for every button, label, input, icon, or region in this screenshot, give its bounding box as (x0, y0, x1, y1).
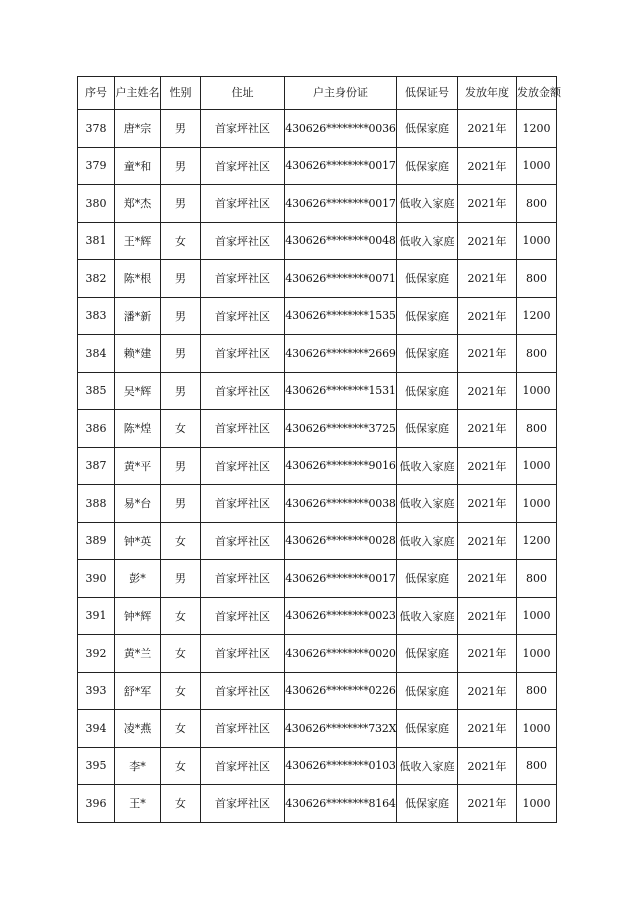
cell-id: 430626********0028 (285, 522, 397, 560)
cell-gender: 女 (161, 785, 201, 823)
table-row (78, 635, 557, 673)
cell-amount: 1200 (517, 522, 557, 560)
cell-cert: 低收入家庭 (397, 447, 458, 485)
cell-name: 李* (115, 747, 161, 785)
header-id: 户主身份证 (285, 77, 397, 110)
cell-amount: 1000 (517, 635, 557, 673)
cell-year: 2021年 (458, 747, 517, 785)
cell-amount: 1200 (517, 297, 557, 335)
cell-gender: 女 (161, 672, 201, 710)
header-address: 住址 (201, 77, 285, 110)
table-row (78, 260, 557, 298)
cell-address: 首家坪社区 (201, 185, 285, 223)
cell-year: 2021年 (458, 785, 517, 823)
cell-year: 2021年 (458, 110, 517, 148)
cell-amount: 800 (517, 560, 557, 598)
cell-cert: 低保家庭 (397, 560, 458, 598)
cell-seq: 389 (78, 522, 115, 560)
cell-cert: 低收入家庭 (397, 597, 458, 635)
table-row (78, 147, 557, 185)
cell-address: 首家坪社区 (201, 560, 285, 598)
cell-amount: 1000 (517, 710, 557, 748)
cell-amount: 1000 (517, 222, 557, 260)
cell-name: 凌*燕 (115, 710, 161, 748)
cell-id: 430626********0071 (285, 260, 397, 298)
table-row (78, 185, 557, 223)
header-name: 户主姓名 (115, 77, 161, 110)
table-row (78, 710, 557, 748)
cell-year: 2021年 (458, 222, 517, 260)
cell-cert: 低保家庭 (397, 410, 458, 448)
cell-name: 易*台 (115, 485, 161, 523)
cell-year: 2021年 (458, 522, 517, 560)
cell-id: 430626********8164 (285, 785, 397, 823)
cell-cert: 低保家庭 (397, 785, 458, 823)
cell-cert: 低保家庭 (397, 335, 458, 373)
cell-cert: 低收入家庭 (397, 747, 458, 785)
cell-cert: 低收入家庭 (397, 222, 458, 260)
cell-name: 潘*新 (115, 297, 161, 335)
table-row (78, 785, 557, 823)
cell-name: 赖*建 (115, 335, 161, 373)
cell-address: 首家坪社区 (201, 335, 285, 373)
table-row (78, 672, 557, 710)
cell-seq: 390 (78, 560, 115, 598)
cell-seq: 382 (78, 260, 115, 298)
cell-seq: 391 (78, 597, 115, 635)
cell-year: 2021年 (458, 372, 517, 410)
cell-id: 430626********1531 (285, 372, 397, 410)
cell-address: 首家坪社区 (201, 710, 285, 748)
cell-address: 首家坪社区 (201, 147, 285, 185)
cell-name: 陈*煌 (115, 410, 161, 448)
cell-seq: 387 (78, 447, 115, 485)
cell-cert: 低保家庭 (397, 297, 458, 335)
table-row (78, 297, 557, 335)
cell-id: 430626********2669 (285, 335, 397, 373)
cell-gender: 男 (161, 260, 201, 298)
cell-id: 430626********0017 (285, 560, 397, 598)
cell-cert: 低收入家庭 (397, 185, 458, 223)
table-row (78, 110, 557, 148)
cell-seq: 385 (78, 372, 115, 410)
cell-id: 430626********0020 (285, 635, 397, 673)
cell-address: 首家坪社区 (201, 635, 285, 673)
cell-amount: 1000 (517, 785, 557, 823)
cell-gender: 男 (161, 110, 201, 148)
cell-id: 430626********1535 (285, 297, 397, 335)
cell-id: 430626********0226 (285, 672, 397, 710)
cell-name: 唐*宗 (115, 110, 161, 148)
cell-gender: 女 (161, 635, 201, 673)
cell-address: 首家坪社区 (201, 410, 285, 448)
cell-name: 黄*平 (115, 447, 161, 485)
cell-gender: 女 (161, 410, 201, 448)
cell-seq: 392 (78, 635, 115, 673)
cell-amount: 1000 (517, 147, 557, 185)
table-row (78, 410, 557, 448)
table-body (78, 110, 557, 823)
header-amount: 发放金额 (517, 77, 557, 110)
cell-cert: 低收入家庭 (397, 522, 458, 560)
table-row (78, 222, 557, 260)
table-row (78, 522, 557, 560)
cell-address: 首家坪社区 (201, 747, 285, 785)
cell-id: 430626********0017 (285, 185, 397, 223)
cell-amount: 800 (517, 335, 557, 373)
cell-year: 2021年 (458, 297, 517, 335)
cell-id: 430626********732X (285, 710, 397, 748)
cell-cert: 低保家庭 (397, 672, 458, 710)
header-year: 发放年度 (458, 77, 517, 110)
cell-seq: 394 (78, 710, 115, 748)
cell-gender: 男 (161, 335, 201, 373)
cell-address: 首家坪社区 (201, 222, 285, 260)
cell-name: 彭* (115, 560, 161, 598)
cell-cert: 低保家庭 (397, 110, 458, 148)
cell-amount: 800 (517, 672, 557, 710)
cell-address: 首家坪社区 (201, 447, 285, 485)
cell-id: 430626********0017 (285, 147, 397, 185)
cell-cert: 低保家庭 (397, 372, 458, 410)
cell-amount: 800 (517, 260, 557, 298)
cell-name: 钟*英 (115, 522, 161, 560)
cell-seq: 379 (78, 147, 115, 185)
cell-address: 首家坪社区 (201, 110, 285, 148)
cell-cert: 低保家庭 (397, 635, 458, 673)
cell-seq: 384 (78, 335, 115, 373)
table-row (78, 485, 557, 523)
table-row (78, 747, 557, 785)
cell-year: 2021年 (458, 635, 517, 673)
cell-seq: 383 (78, 297, 115, 335)
table-row (78, 335, 557, 373)
cell-id: 430626********0036 (285, 110, 397, 148)
cell-year: 2021年 (458, 560, 517, 598)
cell-seq: 395 (78, 747, 115, 785)
cell-id: 430626********0103 (285, 747, 397, 785)
cell-seq: 396 (78, 785, 115, 823)
table-row (78, 447, 557, 485)
cell-gender: 女 (161, 710, 201, 748)
cell-gender: 男 (161, 185, 201, 223)
cell-year: 2021年 (458, 147, 517, 185)
cell-gender: 男 (161, 560, 201, 598)
cell-address: 首家坪社区 (201, 485, 285, 523)
cell-gender: 女 (161, 597, 201, 635)
cell-gender: 女 (161, 747, 201, 785)
subsidy-table (77, 76, 561, 823)
cell-seq: 378 (78, 110, 115, 148)
cell-name: 王* (115, 785, 161, 823)
cell-year: 2021年 (458, 710, 517, 748)
cell-seq: 388 (78, 485, 115, 523)
cell-year: 2021年 (458, 485, 517, 523)
cell-gender: 男 (161, 485, 201, 523)
table-row (78, 597, 557, 635)
cell-gender: 女 (161, 522, 201, 560)
cell-gender: 男 (161, 147, 201, 185)
cell-seq: 380 (78, 185, 115, 223)
cell-address: 首家坪社区 (201, 297, 285, 335)
cell-address: 首家坪社区 (201, 785, 285, 823)
header-gender: 性别 (161, 77, 201, 110)
cell-address: 首家坪社区 (201, 597, 285, 635)
header-cert: 低保证号 (397, 77, 458, 110)
cell-year: 2021年 (458, 410, 517, 448)
cell-amount: 800 (517, 747, 557, 785)
cell-gender: 男 (161, 297, 201, 335)
cell-gender: 女 (161, 222, 201, 260)
cell-id: 430626********9016 (285, 447, 397, 485)
cell-address: 首家坪社区 (201, 672, 285, 710)
cell-cert: 低保家庭 (397, 260, 458, 298)
cell-name: 黄*兰 (115, 635, 161, 673)
cell-seq: 393 (78, 672, 115, 710)
cell-amount: 800 (517, 410, 557, 448)
cell-year: 2021年 (458, 185, 517, 223)
cell-seq: 386 (78, 410, 115, 448)
cell-name: 郑*杰 (115, 185, 161, 223)
table-row (78, 372, 557, 410)
cell-year: 2021年 (458, 672, 517, 710)
cell-seq: 381 (78, 222, 115, 260)
cell-address: 首家坪社区 (201, 372, 285, 410)
cell-year: 2021年 (458, 447, 517, 485)
cell-amount: 1000 (517, 447, 557, 485)
cell-name: 舒*军 (115, 672, 161, 710)
cell-cert: 低收入家庭 (397, 485, 458, 523)
cell-id: 430626********0038 (285, 485, 397, 523)
header-row (78, 77, 557, 110)
cell-amount: 1000 (517, 372, 557, 410)
cell-name: 吴*辉 (115, 372, 161, 410)
cell-year: 2021年 (458, 335, 517, 373)
header-seq: 序号 (78, 77, 115, 110)
cell-address: 首家坪社区 (201, 522, 285, 560)
cell-name: 童*和 (115, 147, 161, 185)
cell-cert: 低保家庭 (397, 147, 458, 185)
cell-gender: 男 (161, 447, 201, 485)
cell-address: 首家坪社区 (201, 260, 285, 298)
cell-name: 陈*根 (115, 260, 161, 298)
cell-id: 430626********0048 (285, 222, 397, 260)
cell-amount: 800 (517, 185, 557, 223)
cell-amount: 1200 (517, 110, 557, 148)
cell-amount: 1000 (517, 485, 557, 523)
cell-id: 430626********0023 (285, 597, 397, 635)
cell-gender: 男 (161, 372, 201, 410)
cell-year: 2021年 (458, 260, 517, 298)
cell-year: 2021年 (458, 597, 517, 635)
table-row (78, 560, 557, 598)
cell-id: 430626********3725 (285, 410, 397, 448)
cell-cert: 低保家庭 (397, 710, 458, 748)
cell-name: 王*辉 (115, 222, 161, 260)
cell-name: 钟*辉 (115, 597, 161, 635)
cell-amount: 1000 (517, 597, 557, 635)
